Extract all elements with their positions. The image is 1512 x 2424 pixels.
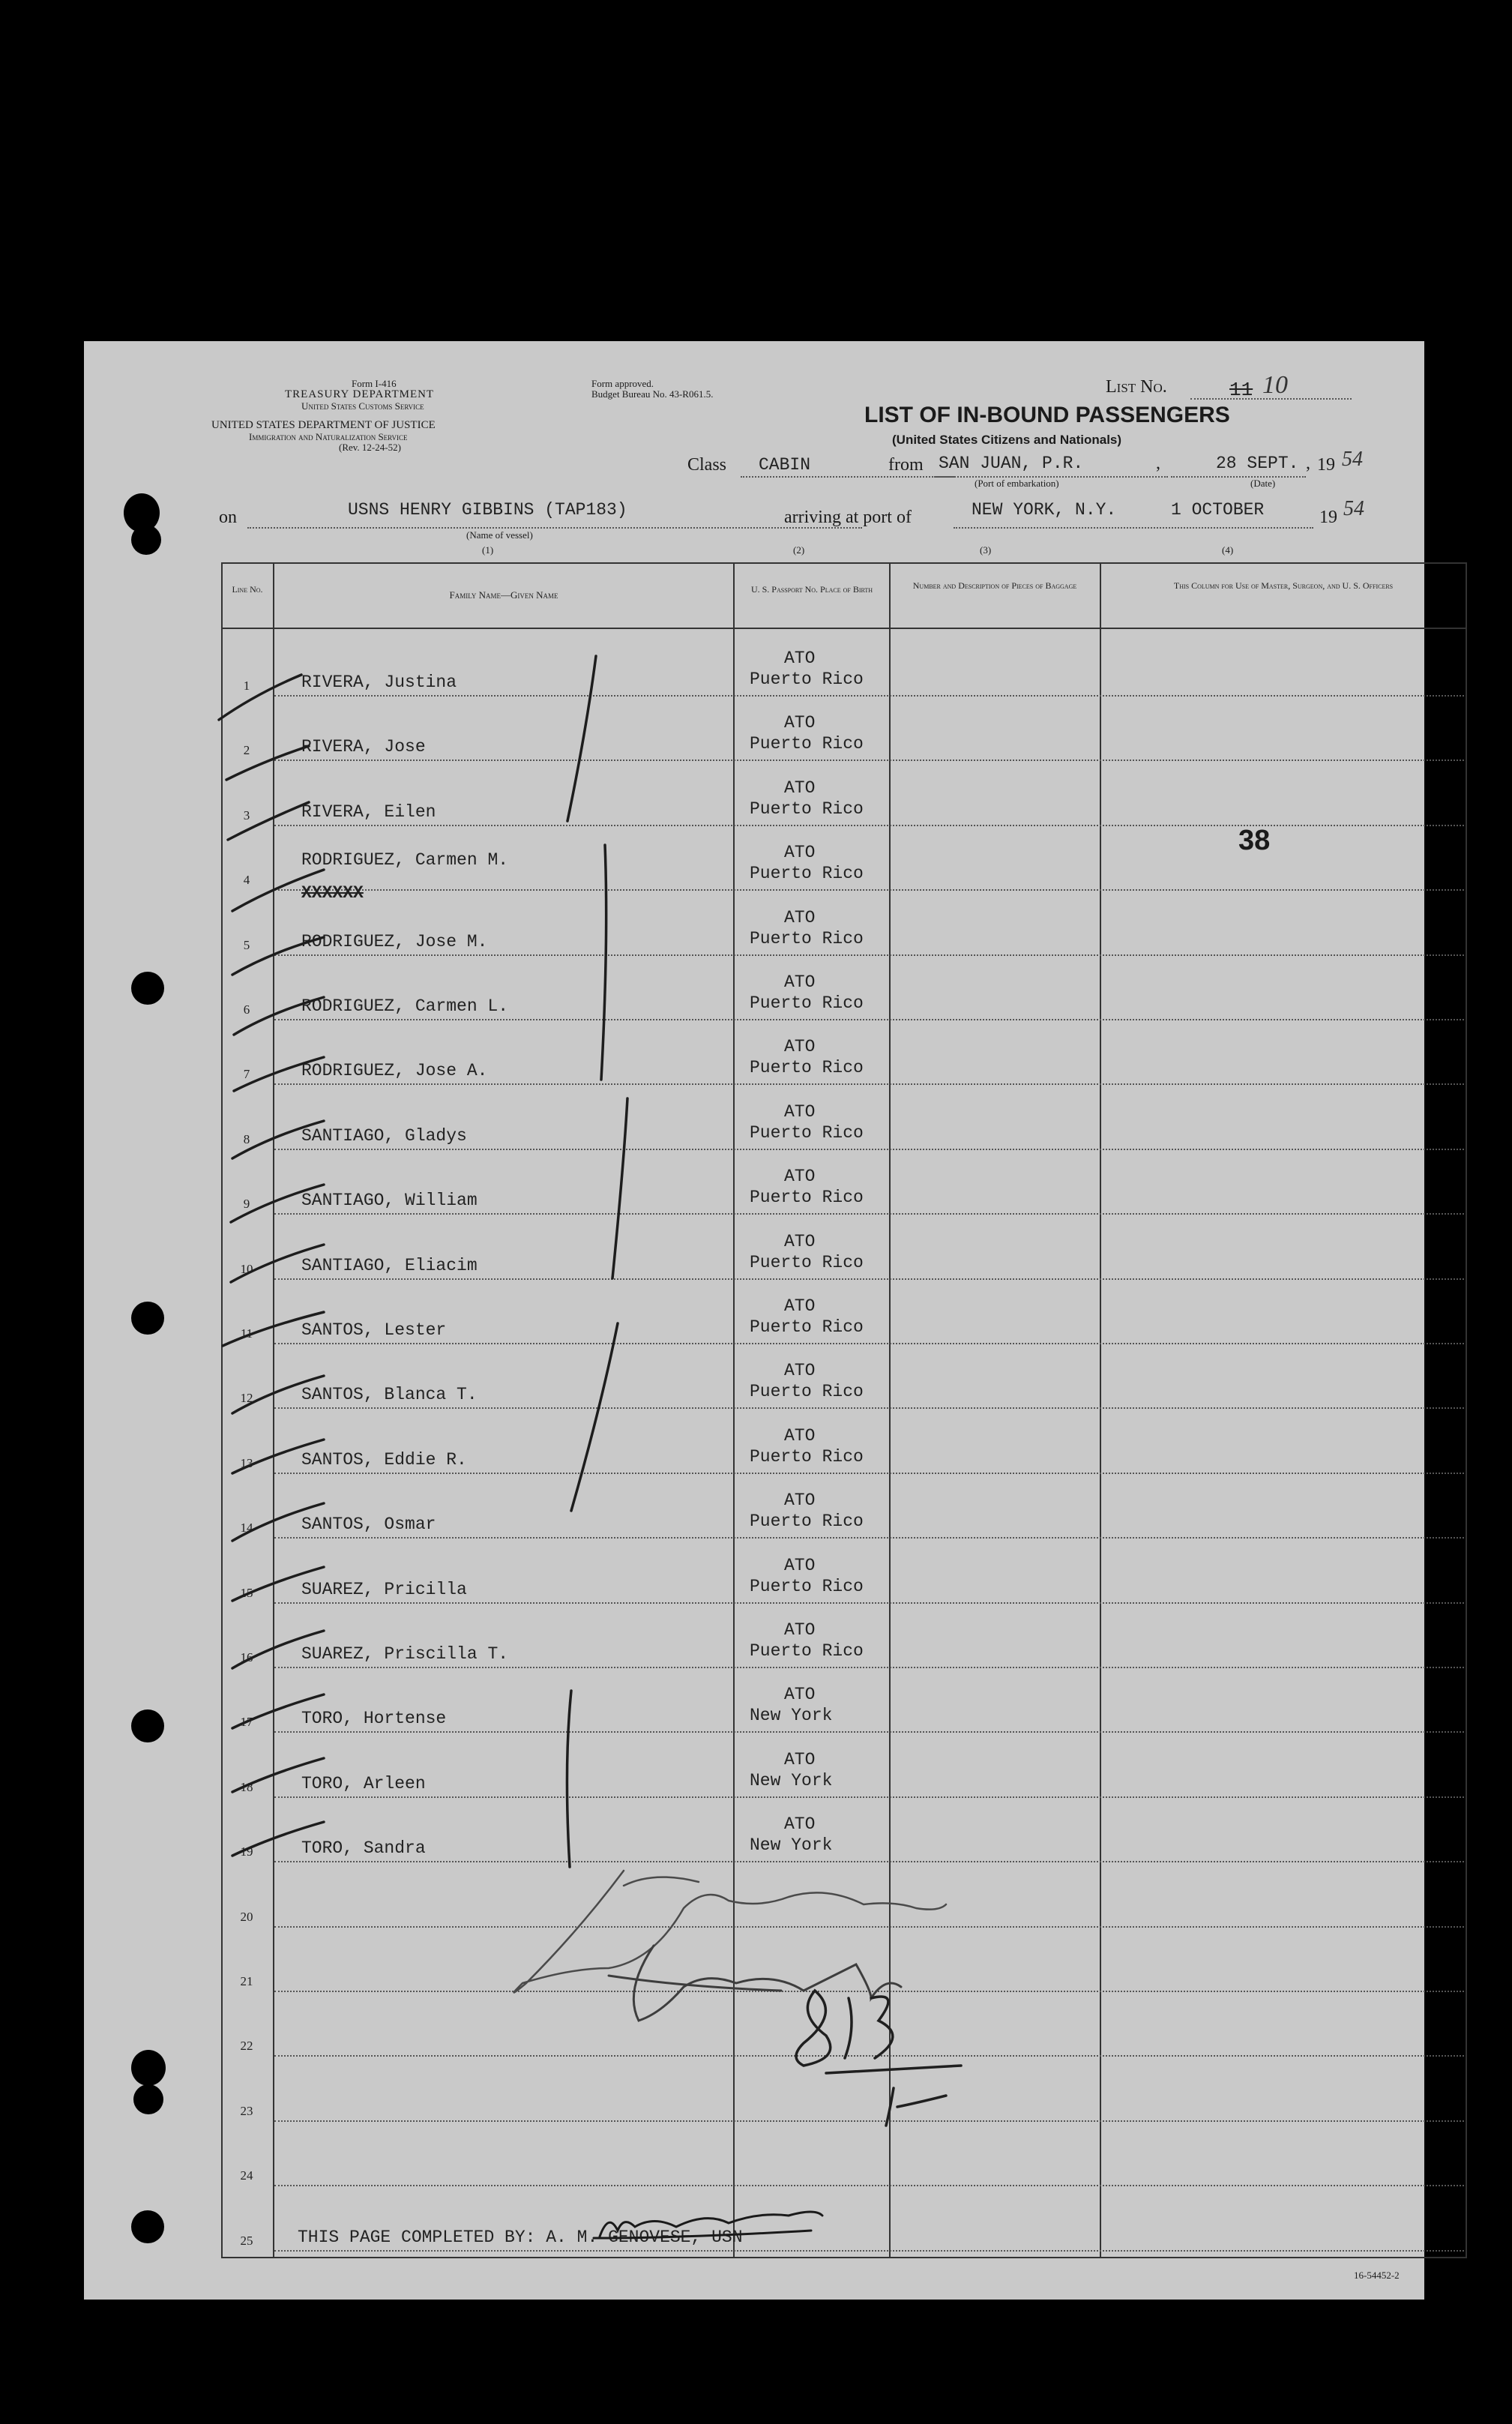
passport-number: ATO <box>784 1037 816 1057</box>
passport-number: ATO <box>784 778 816 798</box>
binder-hole <box>131 1709 164 1742</box>
bracket-line <box>601 845 606 1080</box>
footer-code: 16-54452-2 <box>1354 2270 1400 2281</box>
col-officers: This Column for Use of Master, Surgeon, and U. S. Officers <box>1173 580 1394 591</box>
line-number: 18 <box>240 1779 253 1794</box>
line-number: 21 <box>240 1974 253 1988</box>
passenger-name: THIS PAGE COMPLETED BY: A. M. GENOVESE, USN <box>298 2227 743 2247</box>
arrival-date: 1 OCTOBER <box>1171 500 1265 520</box>
passport-number: ATO <box>784 713 816 733</box>
check-mark <box>232 937 324 975</box>
check-mark <box>232 1694 324 1728</box>
binder-hole <box>133 2084 163 2114</box>
on-label: on <box>219 508 237 527</box>
class-label: Class <box>687 455 727 475</box>
form-approved: Form approved. <box>591 378 654 389</box>
handwriting-layer <box>84 341 1424 2300</box>
bracket-line <box>612 1098 627 1278</box>
line-number: 22 <box>240 2039 253 2054</box>
place-of-birth: Puerto Rico <box>750 1252 864 1272</box>
line-number: 14 <box>240 1521 253 1536</box>
passport-number: ATO <box>784 1425 816 1446</box>
check-mark <box>228 802 309 840</box>
signature-genovese <box>594 2212 822 2238</box>
passenger-name: RODRIGUEZ, Carmen M. <box>301 850 509 870</box>
passenger-name: SANTIAGO, Eliacim <box>301 1255 478 1275</box>
passenger-name: RIVERA, Eilen <box>301 802 436 822</box>
pencil-checkmarks <box>219 656 627 1867</box>
line-number: 5 <box>243 937 250 952</box>
line-number: 9 <box>243 1197 250 1212</box>
passport-number: ATO <box>784 1296 816 1316</box>
line-number: 23 <box>240 2103 253 2118</box>
line-number: 7 <box>243 1067 250 1082</box>
passport-number: ATO <box>784 1167 816 1187</box>
table-right-border <box>1466 562 1467 2258</box>
handwritten-mark-813 <box>796 1991 961 2126</box>
passenger-name-struck: XXXXXX <box>301 883 364 903</box>
page-title: LIST OF IN-BOUND PASSENGERS <box>864 403 1230 427</box>
passenger-name: RODRIGUEZ, Jose A. <box>301 1061 488 1081</box>
passenger-name: SUAREZ, Pricilla <box>301 1579 467 1599</box>
check-mark <box>232 1631 324 1668</box>
date-caption: (Date) <box>1250 478 1276 489</box>
arriving-label: arriving at port of <box>784 508 912 527</box>
passenger-name: TORO, Sandra <box>301 1838 426 1859</box>
signature-moreno <box>514 1871 946 1993</box>
passenger-name: SANTOS, Blanca T. <box>301 1385 478 1405</box>
place-of-birth: Puerto Rico <box>750 993 864 1013</box>
place-of-birth: Puerto Rico <box>750 1576 864 1596</box>
place-of-birth: Puerto Rico <box>750 1641 864 1661</box>
check-mark <box>232 1567 324 1601</box>
bracket-line <box>571 1323 618 1511</box>
page-subtitle: (United States Citizens and Nationals) <box>892 433 1122 447</box>
passport-number: ATO <box>784 1555 816 1575</box>
col-baggage: Number and Description of Pieces of Baggage <box>912 580 1077 591</box>
check-mark <box>226 746 309 780</box>
justice-department: UNITED STATES DEPARTMENT OF JUSTICE <box>211 419 436 431</box>
binder-hole <box>131 972 164 1005</box>
place-of-birth: Puerto Rico <box>750 1446 864 1467</box>
place-of-birth: Puerto Rico <box>750 670 864 689</box>
officer-note-38: 38 <box>1238 825 1271 856</box>
passport-number: ATO <box>784 1749 816 1769</box>
col-num-3: (3) <box>980 544 992 556</box>
col-passport: U. S. Passport No. Place of Birth <box>750 584 873 595</box>
line-number: 8 <box>243 1131 250 1146</box>
passport-number: ATO <box>784 1101 816 1122</box>
binder-hole <box>131 1302 164 1335</box>
passport-number: ATO <box>784 843 816 863</box>
line-number: 3 <box>243 808 250 822</box>
vessel-name: USNS HENRY GIBBINS (TAP183) <box>348 500 627 520</box>
check-mark <box>232 1503 324 1541</box>
passport-number: ATO <box>784 1620 816 1640</box>
line-number: 16 <box>240 1650 253 1664</box>
place-of-birth: Puerto Rico <box>750 1382 864 1402</box>
place-of-birth: Puerto Rico <box>750 1512 864 1532</box>
passenger-name: SANTOS, Lester <box>301 1320 447 1340</box>
place-of-birth: Puerto Rico <box>750 1188 864 1208</box>
place-of-birth: Puerto Rico <box>750 734 864 754</box>
passenger-name: SANTIAGO, William <box>301 1191 478 1211</box>
col-name: Family Name—Given Name <box>449 589 558 601</box>
document-page <box>84 341 1424 2300</box>
place-of-birth: New York <box>750 1770 833 1790</box>
bracket-line <box>567 656 596 821</box>
passenger-name: TORO, Hortense <box>301 1709 447 1729</box>
binder-hole <box>131 2050 166 2086</box>
customs-service: United States Customs Service <box>301 400 424 412</box>
budget-bureau: Budget Bureau No. 43-R061.5. <box>591 388 714 400</box>
passport-number: ATO <box>784 1361 816 1381</box>
check-mark <box>231 1185 324 1222</box>
vessel-caption: (Name of vessel) <box>466 529 533 541</box>
form-number: Form I-416 <box>352 378 397 389</box>
check-mark <box>232 1376 324 1413</box>
from-label: from <box>888 455 924 475</box>
place-of-birth: Puerto Rico <box>750 864 864 884</box>
passport-number: ATO <box>784 907 816 927</box>
line-number: 19 <box>240 1844 253 1859</box>
list-no-struck: 11 <box>1229 379 1253 401</box>
line-number: 1 <box>243 679 250 693</box>
passport-number: ATO <box>784 1231 816 1251</box>
col-num-1: (1) <box>482 544 494 556</box>
embark-caption: (Port of embarkation) <box>975 478 1059 489</box>
passenger-name: SANTOS, Eddie R. <box>301 1449 467 1470</box>
line-number: 6 <box>243 1002 250 1017</box>
check-mark <box>232 1440 324 1473</box>
bracket-line <box>567 1691 571 1867</box>
passenger-name: RODRIGUEZ, Jose M. <box>301 931 488 951</box>
check-mark <box>219 675 301 720</box>
embark-port: SAN JUAN, P.R. <box>939 454 1084 473</box>
comma-1: , <box>1156 454 1160 473</box>
line-number: 13 <box>240 1455 253 1470</box>
passport-number: ATO <box>784 1491 816 1511</box>
binder-hole <box>131 2210 164 2243</box>
treasury-department: TREASURY DEPARTMENT <box>285 388 435 400</box>
revision-date: (Rev. 12-24-52) <box>339 442 401 453</box>
passport-number: ATO <box>784 972 816 992</box>
place-of-birth: Puerto Rico <box>750 928 864 948</box>
check-mark <box>234 997 324 1035</box>
class-value: CABIN <box>759 455 811 475</box>
year-2: 54 <box>1343 497 1364 520</box>
col-line-no: Line No. <box>232 584 263 595</box>
arrival-port: NEW YORK, N.Y. <box>972 500 1117 520</box>
place-of-birth: New York <box>750 1835 833 1856</box>
passenger-name: RODRIGUEZ, Carmen L. <box>301 996 509 1016</box>
passenger-name: TORO, Arleen <box>301 1773 426 1793</box>
line-number: 11 <box>240 1326 253 1341</box>
passenger-name: SANTIAGO, Gladys <box>301 1125 467 1146</box>
place-of-birth: Puerto Rico <box>750 799 864 819</box>
passport-number: ATO <box>784 1685 816 1705</box>
place-of-birth: New York <box>750 1706 833 1726</box>
ins-service: Immigration and Naturalization Service <box>249 431 408 442</box>
col-num-4: (4) <box>1222 544 1234 556</box>
line-number: 15 <box>240 1585 253 1600</box>
passport-number: ATO <box>784 1814 816 1835</box>
passport-number: ATO <box>784 649 816 668</box>
place-of-birth: Puerto Rico <box>750 1058 864 1078</box>
place-of-birth: Puerto Rico <box>750 1317 864 1337</box>
check-mark <box>223 1312 324 1346</box>
check-mark <box>231 1245 324 1282</box>
line-number: 12 <box>240 1391 253 1406</box>
line-number: 2 <box>243 743 250 758</box>
line-number: 17 <box>240 1715 253 1730</box>
year-1: 54 <box>1342 448 1363 471</box>
year-prefix-1: 19 <box>1317 455 1335 475</box>
line-number: 25 <box>240 2233 253 2248</box>
line-number: 20 <box>240 1909 253 1924</box>
check-mark <box>234 1057 324 1091</box>
passenger-name: RIVERA, Justina <box>301 673 457 692</box>
embark-date: 28 SEPT. <box>1216 454 1299 473</box>
passenger-name: SUAREZ, Priscilla T. <box>301 1644 509 1664</box>
line-number: 4 <box>243 873 250 888</box>
passenger-name: SANTOS, Osmar <box>301 1515 436 1535</box>
list-no-value: 10 <box>1262 371 1288 399</box>
col-num-2: (2) <box>793 544 805 556</box>
binder-hole <box>131 525 161 555</box>
line-number: 10 <box>240 1261 253 1276</box>
list-no-label: List No. <box>1106 377 1167 397</box>
passenger-name: RIVERA, Jose <box>301 737 426 757</box>
year-prefix-2: 19 <box>1319 508 1337 527</box>
signature-duf <box>609 1946 901 2021</box>
check-mark <box>232 1121 324 1158</box>
line-number: 24 <box>240 2168 253 2183</box>
place-of-birth: Puerto Rico <box>750 1122 864 1143</box>
check-mark <box>232 1822 324 1856</box>
check-mark <box>232 1758 324 1792</box>
check-mark <box>232 870 324 911</box>
comma-2: , <box>1306 454 1310 473</box>
